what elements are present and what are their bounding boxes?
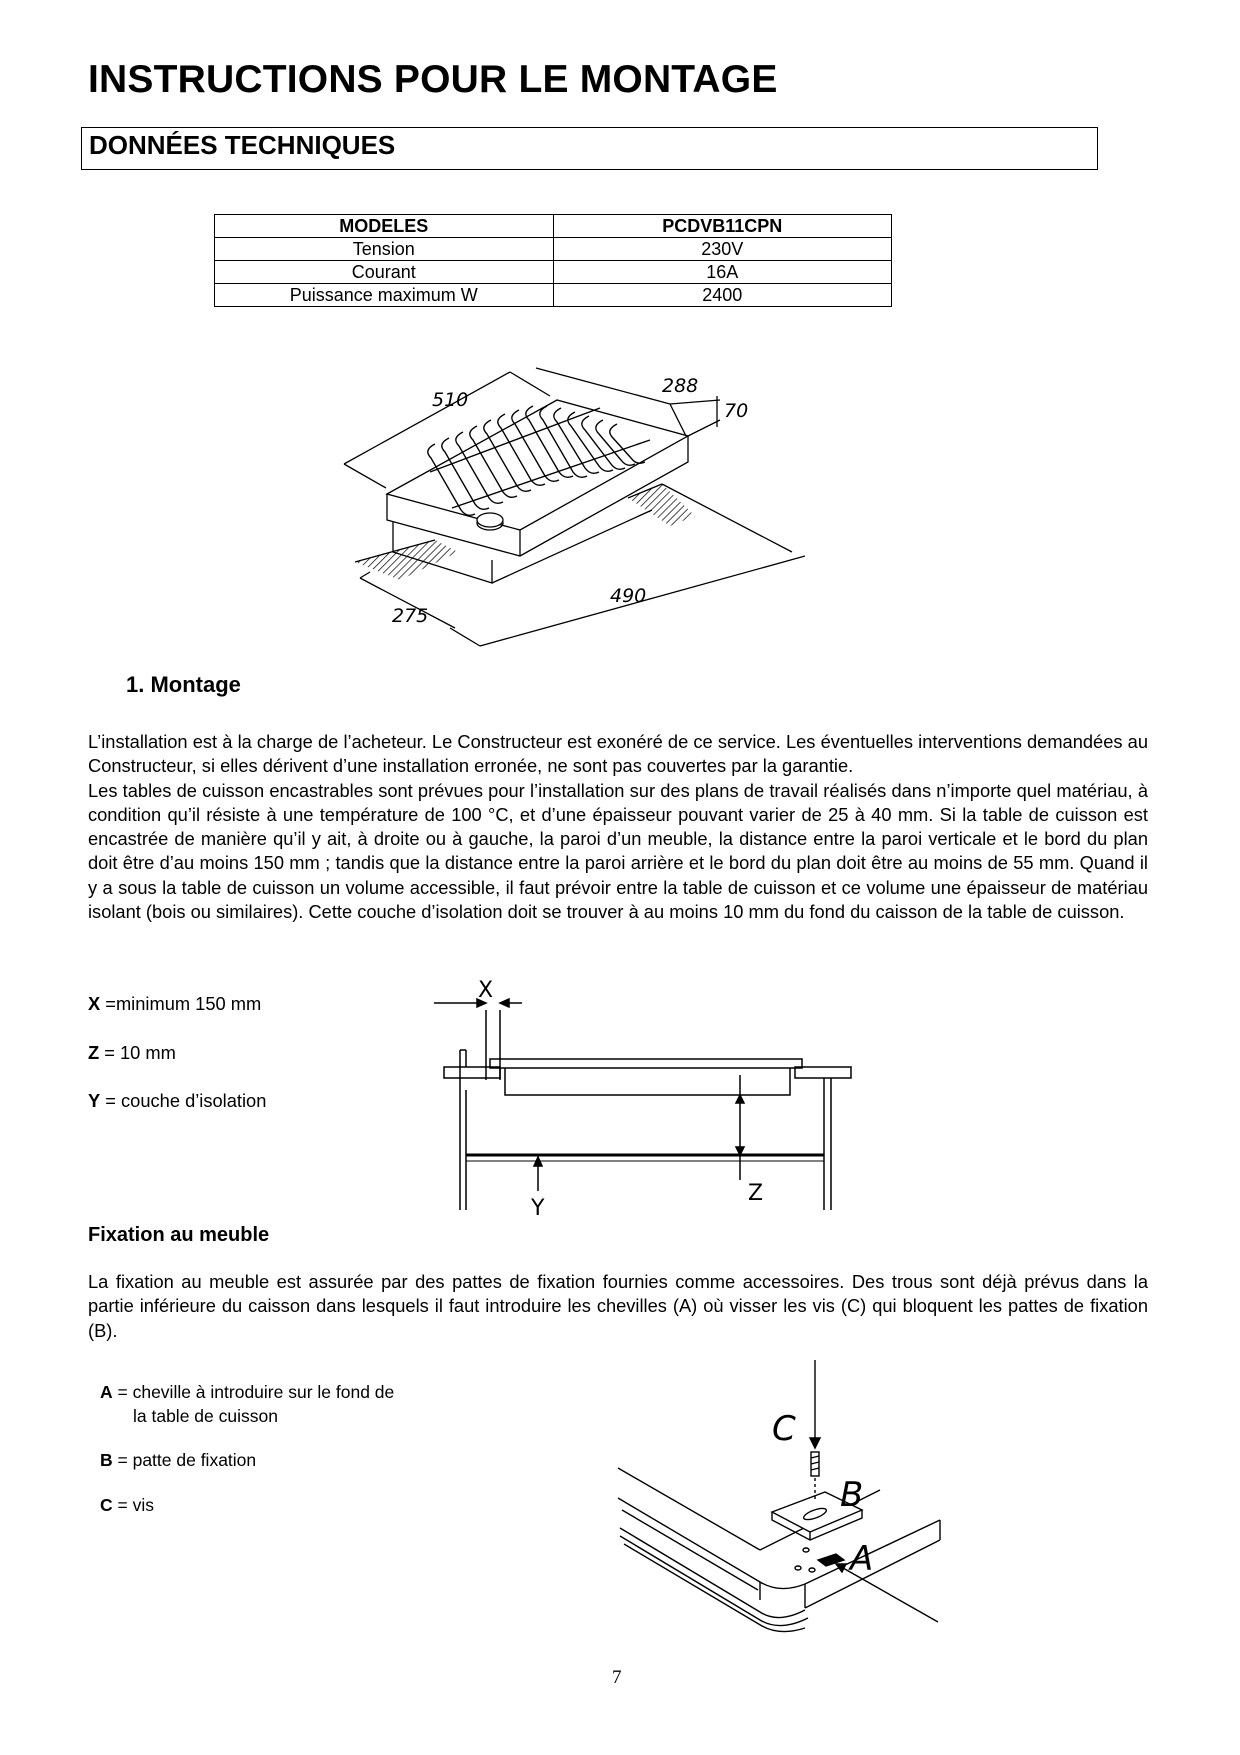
legend-a: A = cheville à introduire sur le fond de la table de cuisson xyxy=(100,1382,395,1426)
table-cell: MODELES xyxy=(215,215,554,238)
table-cell: PCDVB11CPN xyxy=(553,215,892,238)
montage-paragraph-2: Les tables de cuisson encastrables sont prévues pour l’installation sur des plans de travail réalisés dans n’importe quel matériau, à condition qu’il résiste à une température de 100 °C, et d’une épaisseur pouvant varier de 25 à 40 mm. Si la table de cuisson est encastrée de manière qu’il y ait, à droite ou à gauche, la paroi d’un meuble, la distance entre la paroi verticale et le bord du plan doit être d’au moins 150 mm ; tandis que la distance entre la paroi arrière et le bord du plan doit être au moins de 55 mm. Quand il y a sous la table de cuisson un volume accessible, il faut prévoir entre la table de cuisson et ce volume une épaisseur de matériau isolant (bois ou similaires). Cette couche d’isolation doit se trouver à au moins 10 mm du fond du caisson de la table de cuisson. xyxy=(88,779,1148,923)
montage-heading: 1. Montage xyxy=(126,672,241,697)
dimension-70: 70 xyxy=(724,400,749,422)
legend-b: B = patte de fixation xyxy=(100,1450,257,1470)
legend-c: C = vis xyxy=(100,1495,154,1515)
installation-cross-section xyxy=(430,975,860,1220)
label-z: Z xyxy=(748,1181,764,1206)
spec-table xyxy=(214,214,892,307)
fixation-heading: Fixation au meuble xyxy=(88,1224,270,1246)
table-cell: Tension xyxy=(215,238,554,261)
table-header-row xyxy=(215,215,892,238)
montage-text xyxy=(88,730,1148,924)
dimension-275: 275 xyxy=(392,605,429,627)
legend-x: X =minimum 150 mm xyxy=(88,993,262,1014)
table-cell: Courant xyxy=(215,261,554,284)
dimension-490: 490 xyxy=(610,585,647,607)
table-cell: 16A xyxy=(553,261,892,284)
table-row xyxy=(215,238,892,261)
cooktop-dimension-drawing xyxy=(340,340,820,660)
fixation-text xyxy=(88,1270,1148,1343)
table-cell: 2400 xyxy=(553,284,892,307)
section-title: DONNÉES TECHNIQUES xyxy=(89,130,396,160)
table-row xyxy=(215,284,892,307)
legend-z: Z = 10 mm xyxy=(88,1042,176,1063)
dimension-288: 288 xyxy=(662,375,699,397)
montage-paragraph-1: L’installation est à la charge de l’acheteur. Le Constructeur est exonéré de ce service. Les éventuelles interventions demandées au Constructeur, si elles dérivent d’une installation erronée, ne sont pas couvertes par la garantie. xyxy=(88,731,1148,777)
table-cell: Puissance maximum W xyxy=(215,284,554,307)
table-cell: 230V xyxy=(553,238,892,261)
dimension-510: 510 xyxy=(432,389,469,411)
fixation-drawing xyxy=(600,1360,960,1660)
label-b: B xyxy=(840,1475,864,1515)
label-x: X xyxy=(478,978,494,1003)
table-row xyxy=(215,261,892,284)
label-c: C xyxy=(772,1409,796,1449)
page-title: INSTRUCTIONS POUR LE MONTAGE xyxy=(88,58,778,101)
label-a: A xyxy=(850,1539,874,1579)
page-number: 7 xyxy=(612,1667,622,1688)
fixation-paragraph: La fixation au meuble est assurée par des pattes de fixation fournies comme accessoires. Des trous sont déjà prévus dans la partie inférieure du caisson dans lesquels il faut introduire les chevilles (A) où visser les vis (C) qui bloquent les pattes de fixation (B). xyxy=(88,1271,1148,1341)
legend-y: Y = couche d’isolation xyxy=(88,1090,267,1111)
label-y: Y xyxy=(531,1196,545,1220)
